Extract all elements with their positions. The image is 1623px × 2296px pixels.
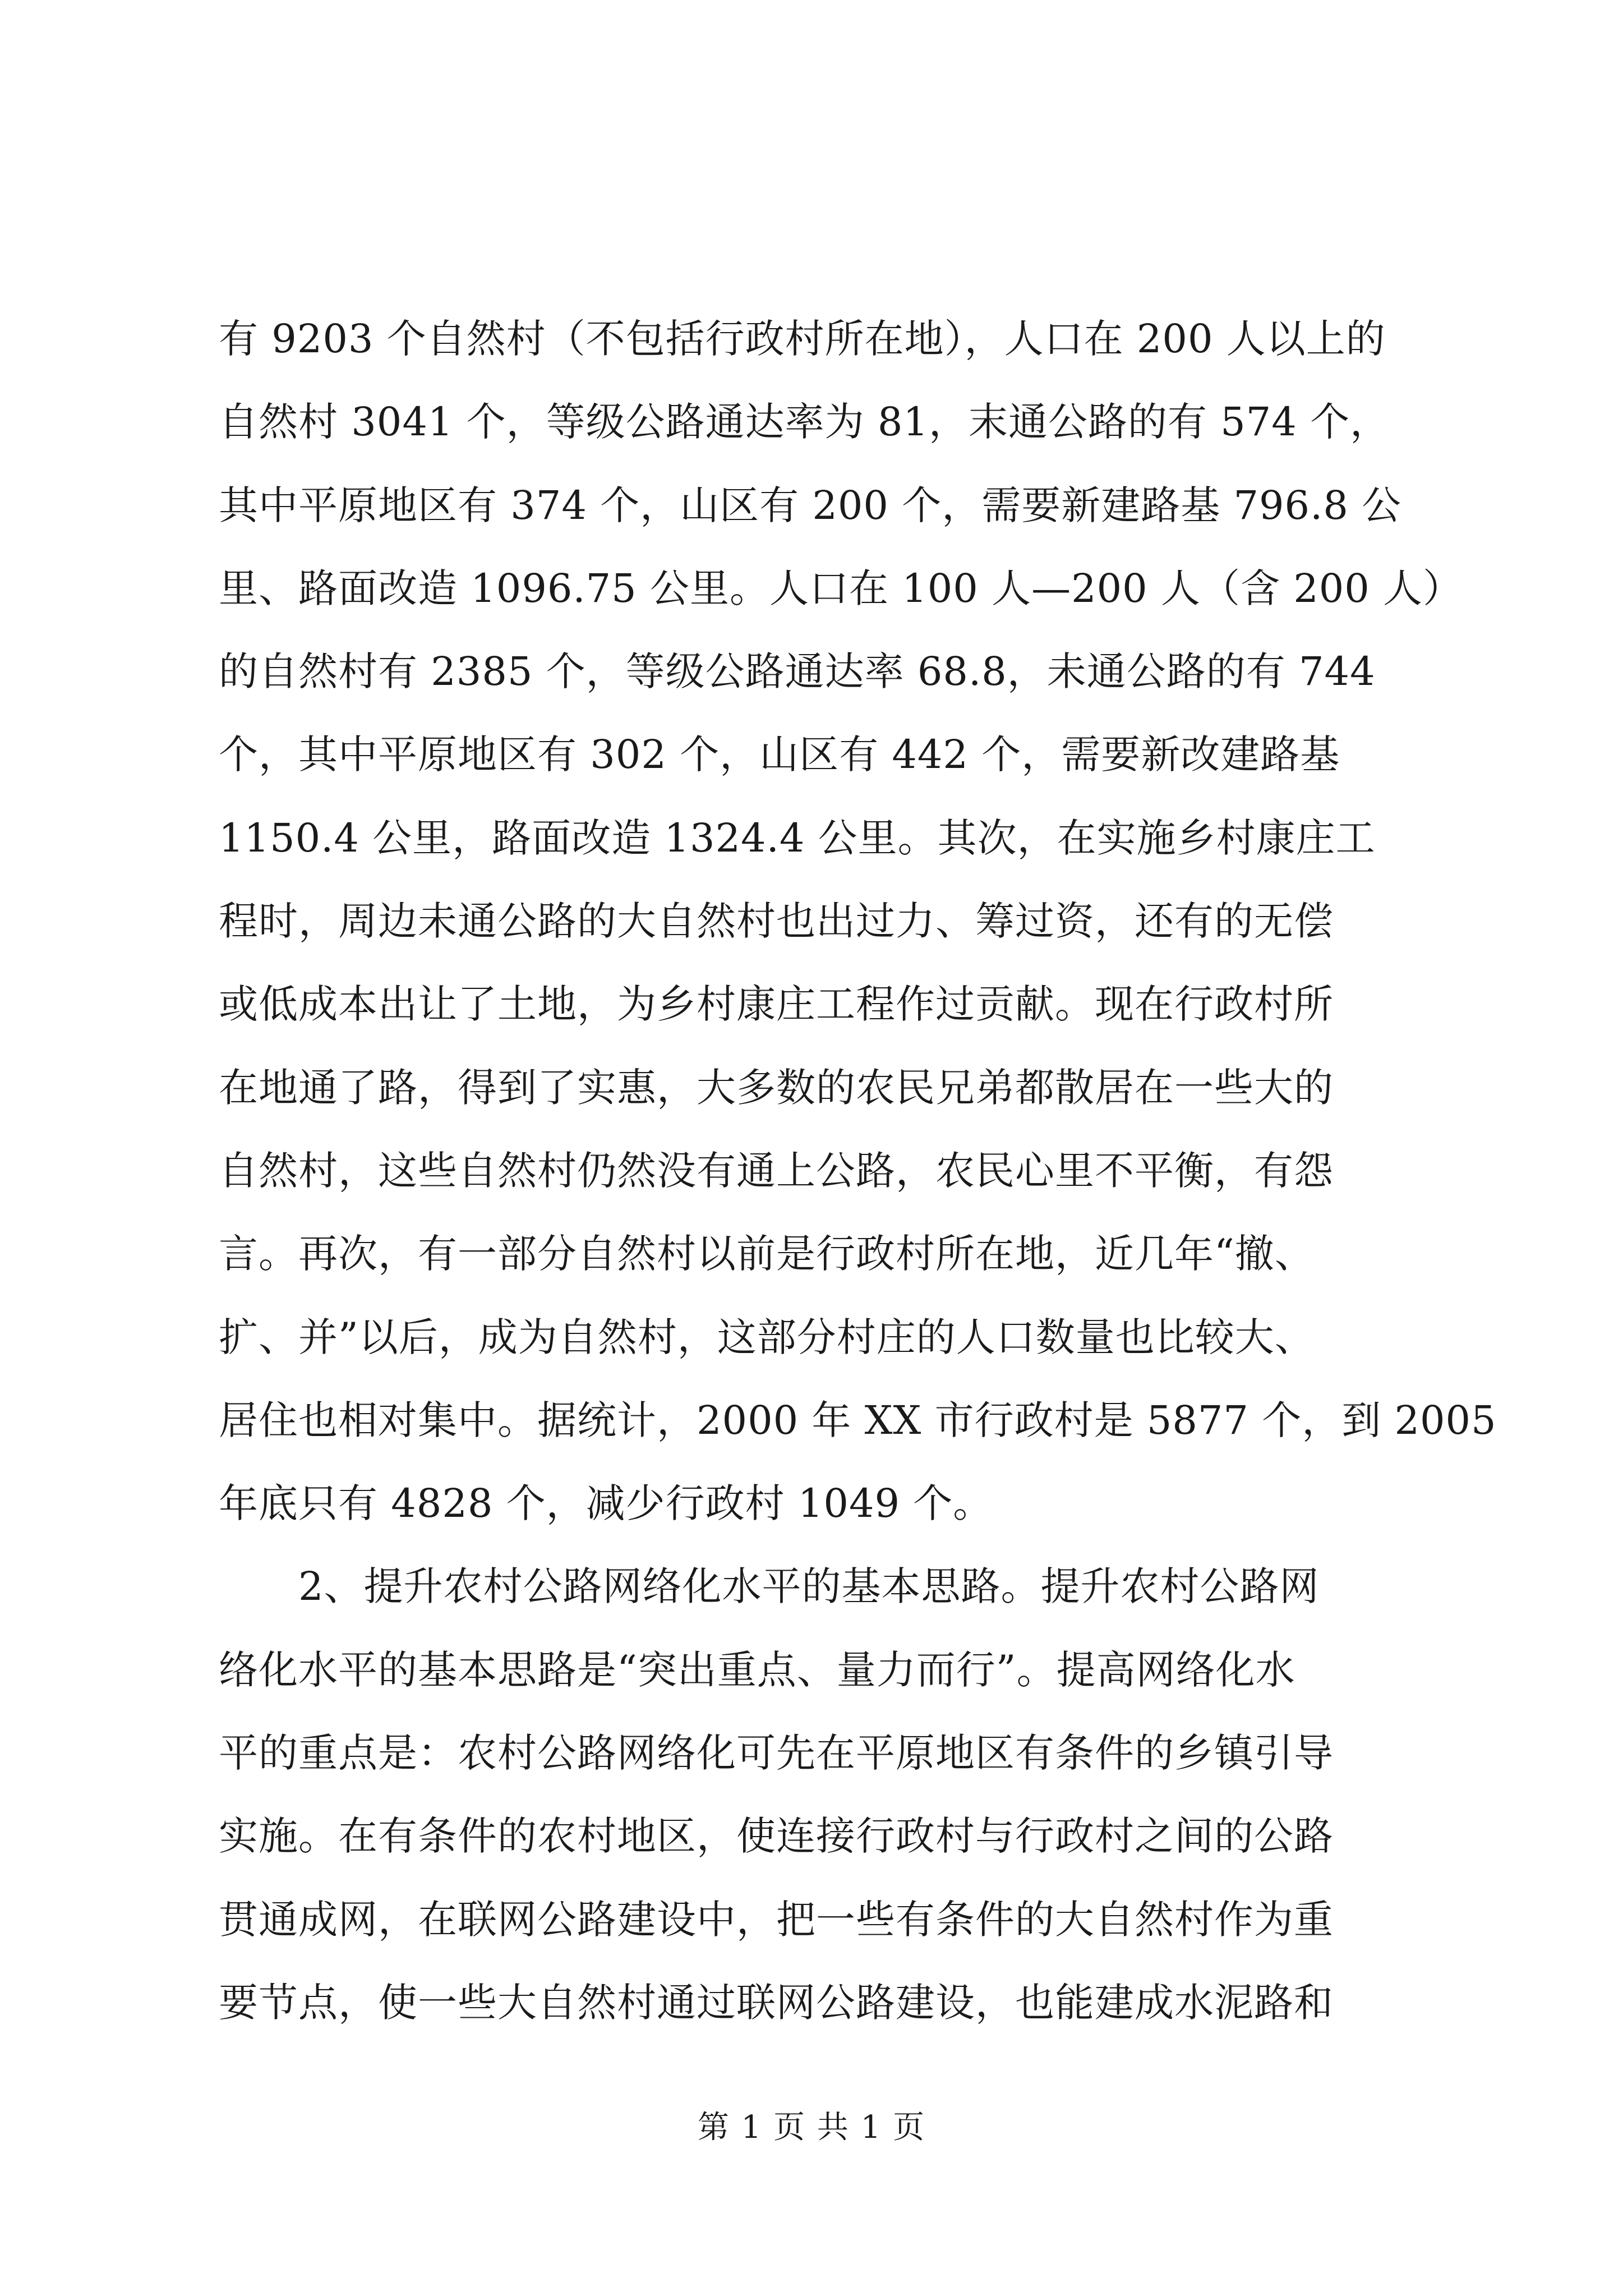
text-line: 有 9203 个自然村（不包括行政村所在地），人口在 200 人以上的 — [219, 316, 1386, 362]
text-line: 扩、并”以后，成为自然村，这部分村庄的人口数量也比较大、 — [219, 1314, 1315, 1360]
text-line: 个，其中平原地区有 302 个，山区有 442 个，需要新改建路基 — [219, 731, 1340, 778]
text-line: 里、路面改造 1096.75 公里。人口在 100 人—200 人（含 200 人） — [219, 565, 1463, 611]
paragraph-start-line: 2、提升农村公路网络化水平的基本思路。提升农村公路网 — [298, 1563, 1320, 1610]
text-line: 自然村，这些自然村仍然没有通上公路，农民心里不平衡，有怨 — [219, 1147, 1334, 1194]
text-line: 或低成本出让了土地，为乡村康庄工程作过贡献。现在行政村所 — [219, 981, 1334, 1028]
text-line: 自然村 3041 个，等级公路通达率为 81，末通公路的有 574 个， — [219, 399, 1390, 445]
text-line: 言。再次，有一部分自然村以前是行政村所在地，近几年“撤、 — [219, 1231, 1315, 1277]
text-line: 其中平原地区有 374 个，山区有 200 个，需要新建路基 796.8 公 — [219, 482, 1402, 528]
page-footer: 第 1 页 共 1 页 — [697, 2109, 926, 2146]
document-body — [219, 297, 1497, 2044]
text-line: 平的重点是：农村公路网络化可先在平原地区有条件的乡镇引导 — [219, 1730, 1334, 1777]
text-line: 程时，周边未通公路的大自然村也出过力、筹过资，还有的无偿 — [219, 898, 1334, 945]
text-line: 年底只有 4828 个，减少行政村 1049 个。 — [219, 1480, 993, 1527]
text-line: 居住也相对集中。据统计，2000 年 XX 市行政村是 5877 个，到 2005 — [219, 1397, 1497, 1443]
text-line: 在地通了路，得到了实惠，大多数的农民兄弟都散居在一些大的 — [219, 1064, 1334, 1111]
text-line: 要节点，使一些大自然村通过联网公路建设，也能建成水泥路和 — [219, 1979, 1334, 2026]
text-line: 的自然村有 2385 个，等级公路通达率 68.8，未通公路的有 744 — [219, 648, 1376, 695]
text-line: 络化水平的基本思路是“突出重点、量力而行”。提高网络化水 — [219, 1646, 1295, 1693]
text-line: 1150.4 公里，路面改造 1324.4 公里。其次，在实施乡村康庄工 — [219, 815, 1376, 861]
text-line: 贯通成网，在联网公路建设中，把一些有条件的大自然村作为重 — [219, 1896, 1334, 1943]
text-line: 实施。在有条件的农村地区，使连接行政村与行政村之间的公路 — [219, 1813, 1334, 1860]
